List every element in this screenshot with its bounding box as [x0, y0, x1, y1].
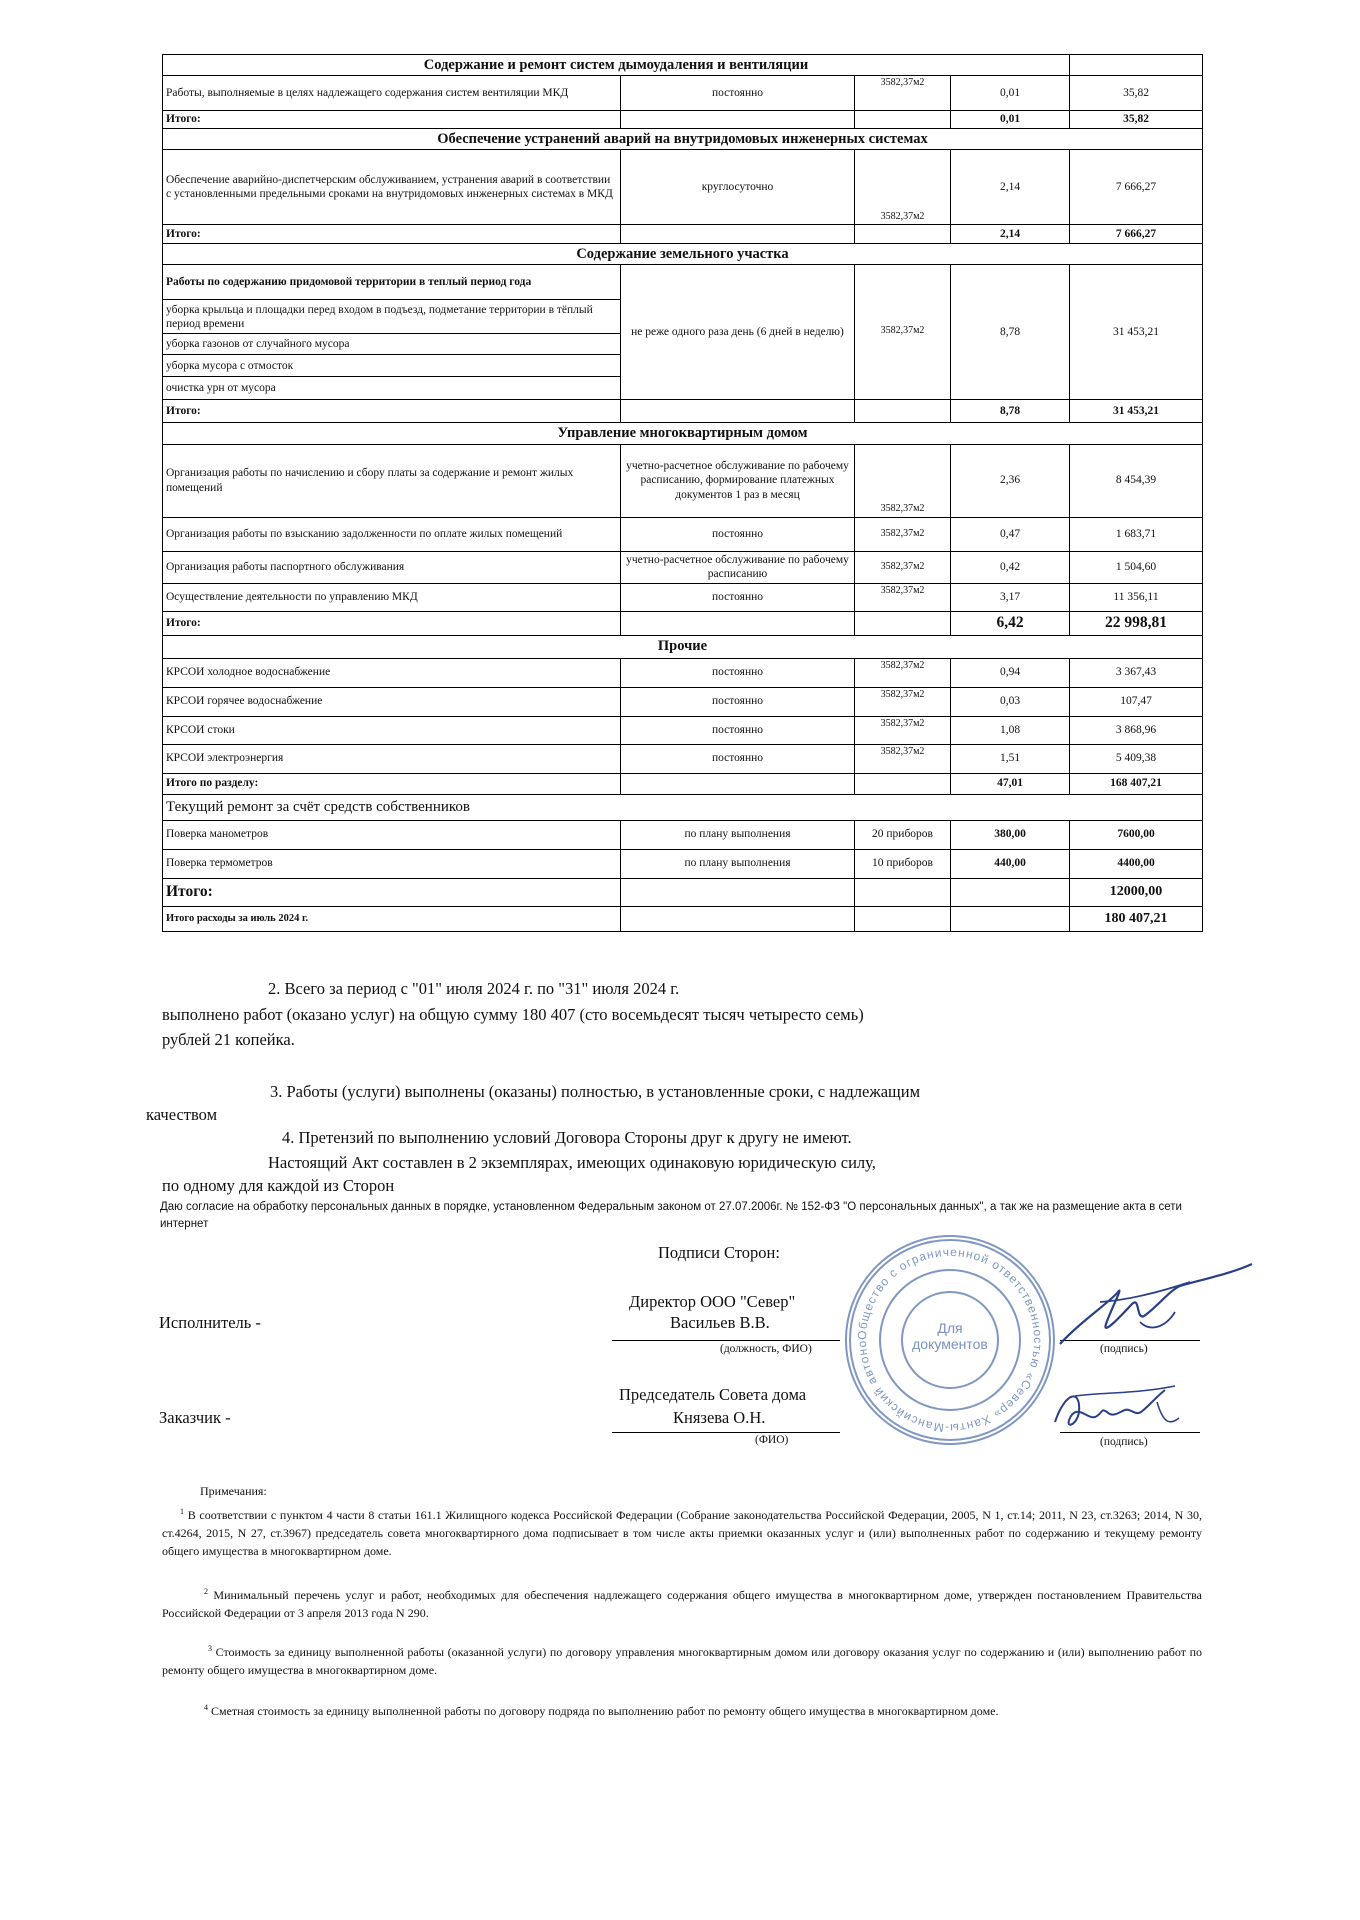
work-unit: 3582,37м2 [855, 583, 951, 611]
sign-caption-2: (подпись) [1100, 1436, 1148, 1448]
customer-name-line [612, 1432, 840, 1433]
note-number: 3 [208, 1644, 212, 1653]
work-sum: 3 868,96 [1070, 716, 1203, 744]
executor-name: Васильев В.В. [670, 1313, 770, 1332]
table-row [163, 820, 1203, 849]
total-sum: 12000,00 [1070, 878, 1203, 906]
executor-label: Исполнитель - [159, 1313, 261, 1332]
executor-position: Директор ООО "Север" [629, 1292, 796, 1311]
total-rate: 0,01 [951, 111, 1070, 129]
table-row [163, 150, 1203, 225]
note-2 [162, 1586, 1202, 1622]
paragraph-5-line-1: Настоящий Акт составлен в 2 экземплярах, имеющих одинаковую юридическую силу, [268, 1153, 876, 1172]
total-label: Итого: [163, 225, 621, 244]
work-unit: 3582,37м2 [855, 716, 951, 744]
sign-caption-1: (подпись) [1100, 1343, 1148, 1355]
work-unit: 3582,37м2 [855, 517, 951, 551]
work-name: Организация работы по начислению и сбору платы за содержание и ремонт жилых помещений [163, 444, 621, 517]
total-row [163, 111, 1203, 129]
work-frequency: круглосуточно [621, 150, 855, 225]
total-row [163, 878, 1203, 906]
work-frequency: постоянно [621, 658, 855, 687]
work-sum: 7600,00 [1070, 820, 1203, 849]
work-frequency: учетно-расчетное обслуживание по рабочему расписанию [621, 551, 855, 583]
work-frequency: постоянно [621, 687, 855, 716]
total-rate: 8,78 [951, 400, 1070, 423]
work-name: Организация работы по взысканию задолженности по оплате жилых помещений [163, 517, 621, 551]
total-sum: 7 666,27 [1070, 225, 1203, 244]
section-title: Управление многоквартирным домом [163, 423, 1203, 444]
customer-name: Князева О.Н. [673, 1408, 766, 1427]
note-text: Стоимость за единицу выполненной работы (оказанной услуги) по договору управления многоквартирным домом или договору оказания услуг по содержанию и (или) выполнению работ по ремонту общего имущества в многоквартирном доме. [162, 1645, 1202, 1677]
work-rate: 0,03 [951, 687, 1070, 716]
work-name: КРСОИ стоки [163, 716, 621, 744]
work-name: уборка мусора с отмосток [163, 355, 621, 377]
paragraph-2-line-1: 2. Всего за период с "01" июля 2024 г. по "31" июля 2024 г. [268, 979, 680, 998]
work-frequency: по плану выполнения [621, 820, 855, 849]
work-rate: 0,47 [951, 517, 1070, 551]
work-rate: 1,08 [951, 716, 1070, 744]
table-row [163, 76, 1203, 111]
services-table [162, 54, 1203, 932]
work-unit: 3582,37м2 [855, 265, 951, 400]
total-rate: 47,01 [951, 773, 1070, 794]
work-sum: 31 453,21 [1070, 265, 1203, 400]
customer-label: Заказчик - [159, 1408, 231, 1427]
work-rate: 2,14 [951, 150, 1070, 225]
work-unit: 3582,37м2 [855, 76, 951, 111]
work-name: Обеспечение аварийно-диспетчерским обслуживанием, устранения аварий в соответствии с установленными предельными сроками на внутридомовых инженерных системах в МКД [163, 150, 621, 225]
total-sum: 35,82 [1070, 111, 1203, 129]
work-sum: 107,47 [1070, 687, 1203, 716]
table-row [163, 658, 1203, 687]
work-rate: 1,51 [951, 744, 1070, 773]
work-name: КРСОИ холодное водоснабжение [163, 658, 621, 687]
work-frequency: постоянно [621, 517, 855, 551]
work-frequency: по плану выполнения [621, 849, 855, 878]
total-row [163, 611, 1203, 635]
work-unit: 3582,37м2 [855, 444, 951, 517]
executor-caption: (должность, ФИО) [720, 1343, 812, 1355]
note-number: 1 [180, 1507, 184, 1516]
total-label: Итого: [163, 111, 621, 129]
work-frequency: не реже одного раза день (6 дней в неделю) [621, 265, 855, 400]
notes-heading: Примечания: [200, 1484, 267, 1498]
table-row [163, 444, 1203, 517]
total-label: Итого: [163, 878, 621, 906]
paragraph-3-line-2: качеством [146, 1105, 218, 1124]
total-rate: 6,42 [951, 611, 1070, 635]
section-header-row [163, 129, 1203, 150]
stamp-center-text: Для документов [912, 1320, 988, 1353]
work-sum: 1 504,60 [1070, 551, 1203, 583]
work-name: Работы, выполняемые в целях надлежащего содержания систем вентиляции МКД [163, 76, 621, 111]
work-rate: 3,17 [951, 583, 1070, 611]
section-title: Прочие [163, 635, 1203, 658]
work-rate: 440,00 [951, 849, 1070, 878]
paragraph-2-line-2: выполнено работ (оказано услуг) на общую сумму 180 407 (сто восемьдесят тысяч четыресто семь) [162, 1005, 864, 1024]
table-row [163, 583, 1203, 611]
signatures-heading: Подписи Сторон: [658, 1243, 780, 1262]
work-name: уборка газонов от случайного мусора [163, 334, 621, 355]
section-title: Текущий ремонт за счёт средств собственников [163, 794, 1203, 820]
work-name: Поверка термометров [163, 849, 621, 878]
total-sum: 31 453,21 [1070, 400, 1203, 423]
note-text: Минимальный перечень услуг и работ, необходимых для обеспечения надлежащего содержания общего имущества в многоквартирном доме, утвержден постановлением Правительства Российской Федерации от 3 апреля 2013 года N 290. [162, 1588, 1203, 1620]
work-frequency: учетно-расчетное обслуживание по рабочему расписанию, формирование платежных документов 1 раз в месяц [621, 444, 855, 517]
grand-total-sum: 180 407,21 [1070, 906, 1203, 931]
work-frequency: постоянно [621, 744, 855, 773]
work-name: очистка урн от мусора [163, 377, 621, 400]
work-frequency: постоянно [621, 716, 855, 744]
customer-signature-icon [1045, 1382, 1185, 1442]
table-row [163, 551, 1203, 583]
note-3 [162, 1643, 1202, 1679]
total-row [163, 773, 1203, 794]
work-sum: 4400,00 [1070, 849, 1203, 878]
total-sum: 168 407,21 [1070, 773, 1203, 794]
section-header-row [163, 635, 1203, 658]
work-name: уборка крыльца и площадки перед входом в подъезд, подметание территории в тёплый период времени [163, 300, 621, 334]
note-4 [162, 1702, 1202, 1720]
note-text: Сметная стоимость за единицу выполненной работы по договору подряда по выполнению работ по ремонту общего имущества в многоквартирном доме. [211, 1704, 999, 1718]
work-rate: 0,01 [951, 76, 1070, 111]
total-row [163, 225, 1203, 244]
executor-signature-icon [1040, 1262, 1260, 1352]
section-title: Содержание земельного участка [163, 244, 1203, 265]
note-number: 2 [204, 1587, 208, 1596]
note-text: В соответствии с пунктом 4 части 8 статьи 161.1 Жилищного кодекса Российской Федерации (Собрание законодательства Российской Федерации, 2005, N 1, ст.14; 2011, N 23, ст.3263; 2014, N 30, ст.4264, 2015, N 27, ст.3967) председатель совета многоквартирного дома подписывает в том числе акты приемки оказанных услуг и (или) выполненных работ по содержанию и текущему ремонту общего имущества в многоквартирном доме. [162, 1508, 1203, 1558]
work-name: Осуществление деятельности по управлению МКД [163, 583, 621, 611]
table-row [163, 849, 1203, 878]
work-name: КРСОИ горячее водоснабжение [163, 687, 621, 716]
work-sum: 35,82 [1070, 76, 1203, 111]
paragraph-4: 4. Претензий по выполнению условий Договора Стороны друг к другу не имеют. [282, 1128, 852, 1147]
section-header-row [163, 423, 1203, 444]
company-stamp-icon [836, 1221, 1058, 1448]
work-sum: 11 356,11 [1070, 583, 1203, 611]
work-rate: 0,42 [951, 551, 1070, 583]
section-header-row [163, 55, 1203, 76]
table-row [163, 687, 1203, 716]
paragraph-5-line-2: по одному для каждой из Сторон [162, 1176, 395, 1195]
work-rate: 380,00 [951, 820, 1070, 849]
work-group-name: Работы по содержанию придомовой территории в теплый период года [163, 265, 621, 300]
work-unit: 3582,37м2 [855, 150, 951, 225]
customer-position: Председатель Совета дома [619, 1385, 807, 1404]
work-sum: 5 409,38 [1070, 744, 1203, 773]
work-unit: 3582,37м2 [855, 551, 951, 583]
consent-text: Даю согласие на обработку персональных данных в порядке, установленном Федеральным законом от 27.07.2006г. № 152-ФЗ "О персональных данных", а так же на размещение акта в сети интернет [160, 1201, 1182, 1230]
work-rate: 8,78 [951, 265, 1070, 400]
customer-caption: (ФИО) [755, 1434, 789, 1446]
total-row [163, 400, 1203, 423]
work-sum: 7 666,27 [1070, 150, 1203, 225]
executor-name-line [612, 1340, 840, 1341]
grand-total-row [163, 906, 1203, 931]
work-name: КРСОИ электроэнергия [163, 744, 621, 773]
section-title: Обеспечение устранений аварий на внутридомовых инженерных системах [163, 129, 1203, 150]
section-title: Содержание и ремонт систем дымоудаления и вентиляции [163, 55, 1070, 76]
work-unit: 20 приборов [855, 820, 951, 849]
work-sum: 3 367,43 [1070, 658, 1203, 687]
work-unit: 3582,37м2 [855, 687, 951, 716]
total-sum: 22 998,81 [1070, 611, 1203, 635]
total-label: Итого по разделу: [163, 773, 621, 794]
stamp-ring-text: Общество с ограниченной ответственностью «Север» Ханты-Мансийский автономный округ ОГРН 1058603052558 ИНН 8603051546 [836, 1221, 1046, 1436]
note-1 [162, 1506, 1202, 1560]
work-rate: 0,94 [951, 658, 1070, 687]
grand-total-label: Итого расходы за июль 2024 г. [163, 906, 621, 931]
note-number: 4 [204, 1703, 208, 1712]
section-header-row [163, 794, 1203, 820]
table-row [163, 265, 1203, 300]
work-frequency: постоянно [621, 76, 855, 111]
work-unit: 3582,37м2 [855, 658, 951, 687]
table-row [163, 716, 1203, 744]
work-unit: 10 приборов [855, 849, 951, 878]
paragraph-2-line-3: рублей 21 копейка. [162, 1030, 295, 1049]
table-row [163, 517, 1203, 551]
total-label: Итого: [163, 611, 621, 635]
section-header-row [163, 244, 1203, 265]
work-sum: 1 683,71 [1070, 517, 1203, 551]
work-name: Организация работы паспортного обслуживания [163, 551, 621, 583]
paragraph-3-line-1: 3. Работы (услуги) выполнены (оказаны) полностью, в установленные сроки, с надлежащим [270, 1082, 921, 1101]
total-rate: 2,14 [951, 225, 1070, 244]
work-unit: 3582,37м2 [855, 744, 951, 773]
work-name: Поверка манометров [163, 820, 621, 849]
work-rate: 2,36 [951, 444, 1070, 517]
work-frequency: постоянно [621, 583, 855, 611]
table-row [163, 744, 1203, 773]
total-label: Итого: [163, 400, 621, 423]
work-sum: 8 454,39 [1070, 444, 1203, 517]
